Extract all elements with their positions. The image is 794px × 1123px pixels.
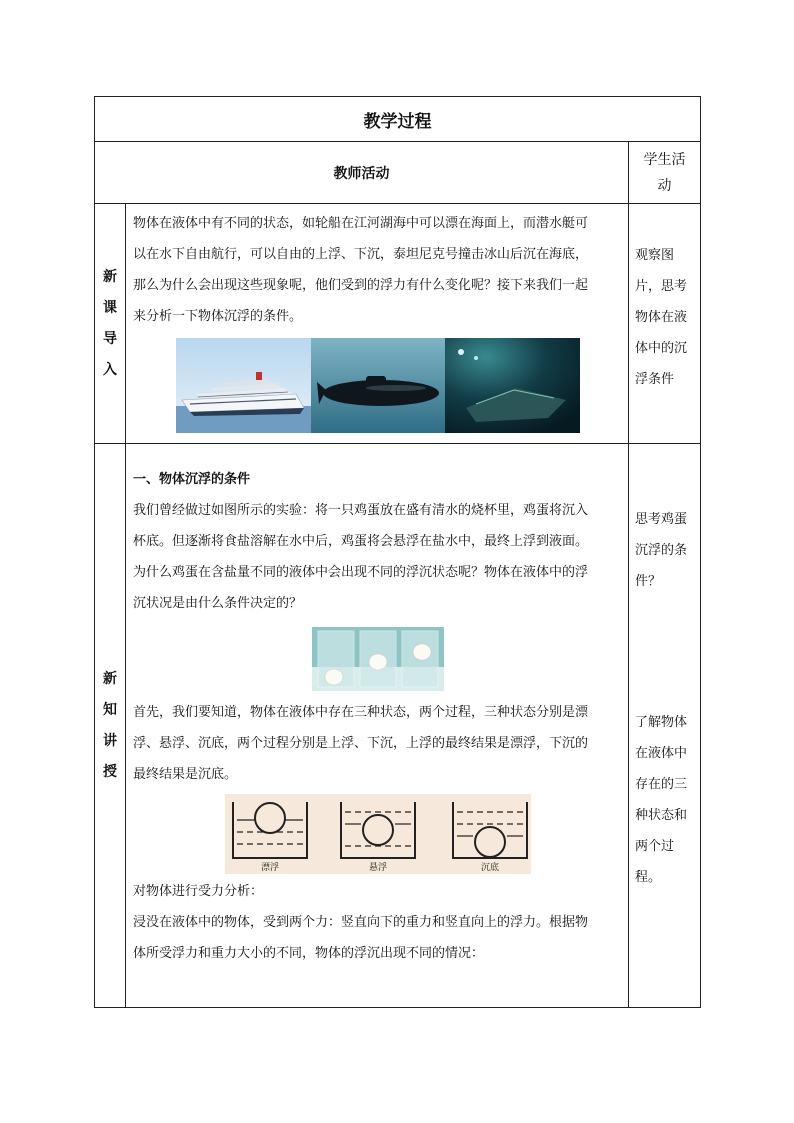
intro-student-activity (629, 204, 701, 444)
egg-beaker-photo (133, 627, 622, 691)
float-states-diagram (133, 794, 622, 874)
new-knowledge-label-char: 新 (103, 670, 117, 687)
intro-content (126, 204, 629, 444)
intro-student-line: 体中的沉 (635, 341, 688, 356)
label-sunk: 沉底 (480, 863, 499, 873)
paragraph-line: 浸没在液体中的物体，受到两个力：竖直向下的重力和竖直向上的浮力。根据物 (133, 915, 589, 930)
titanic-wreck-photo (445, 338, 580, 433)
paragraph-line: 沉状况是由什么条件决定的？ (133, 596, 303, 611)
intro-label-char: 入 (103, 361, 117, 378)
paragraph-line: 我们曾经做过如图所示的实验：将一只鸡蛋放在盛有清水的烧杯里，鸡蛋将沉入 (133, 503, 589, 518)
intro-text-line: 来分析一下物体沉浮的条件。 (133, 309, 303, 324)
teacher-activity-header: 教师活动 (95, 142, 629, 204)
paragraph-line: 浮、悬浮、沉底，两个过程分别是上浮、下沉，上浮的最终结果是漂浮，下沉的 (133, 736, 589, 751)
intro-student-line: 观察图 (635, 248, 675, 263)
intro-images (133, 338, 622, 433)
intro-text-line: 以在水下自由航行，可以自由的上浮、下沉，泰坦尼克号撞击冰山后沉在海底， (133, 247, 589, 262)
student-line: 程。 (635, 870, 662, 885)
paragraph-line: 对物体进行受力分析： (133, 884, 264, 899)
student-line: 两个过 (635, 839, 675, 854)
intro-text-line: 那么为什么会出现这些现象呢，他们受到的浮力有什么变化呢？接下来我们一起 (133, 278, 589, 293)
section-title: 一、物体沉浮的条件 (133, 472, 251, 487)
student-activity-header (629, 142, 701, 204)
student-line: 了解物体 (635, 715, 688, 730)
paragraph-line: 体所受浮力和重力大小的不同，物体的浮沉出现不同的情况： (133, 946, 485, 961)
student-line: 件？ (635, 574, 662, 589)
intro-label (95, 204, 126, 444)
float-suspend-sink-diagram (225, 794, 531, 874)
paragraph-line: 首先，我们要知道，物体在液体中存在三种状态，两个过程，三种状态分别是漂 (133, 705, 589, 720)
intro-student-line: 物体在液 (635, 310, 688, 325)
intro-text-line: 物体在液体中有不同的状态，如轮船在江河湖海中可以漂在海面上，而潜水艇可 (133, 216, 589, 231)
submarine-photo (311, 338, 445, 433)
student-line: 种状态和 (635, 808, 688, 823)
paragraph-line: 最终结果是沉底。 (133, 767, 238, 782)
intro-label-char: 新 (103, 268, 117, 285)
paragraph-line: 为什么鸡蛋在含盐量不同的液体中会出现不同的浮沉状态呢？物体在液体中的浮 (133, 565, 589, 580)
new-knowledge-content (126, 444, 629, 1008)
label-floating: 漂浮 (260, 863, 279, 873)
spacer (635, 597, 696, 707)
student-line: 沉浮的条 (635, 543, 688, 558)
student-line: 思考鸡蛋 (635, 512, 688, 527)
egg-beakers-image (312, 627, 444, 691)
new-knowledge-student-activity (629, 444, 701, 1008)
student-activity-header-line-1: 学生活 (643, 151, 686, 168)
cruise-ship-photo (176, 338, 311, 433)
intro-student-line: 浮条件 (635, 372, 675, 387)
new-knowledge-label-char: 讲 (103, 732, 117, 749)
new-knowledge-label-char: 授 (103, 763, 117, 780)
student-line: 在液体中 (635, 746, 688, 761)
teaching-process-table (94, 96, 701, 1008)
intro-label-char: 课 (103, 299, 117, 316)
intro-label-char: 导 (103, 330, 117, 347)
new-knowledge-label-char: 知 (103, 701, 117, 718)
student-activity-header-line-2: 动 (657, 177, 672, 194)
paragraph-line: 杯底。但逐渐将食盐溶解在水中后，鸡蛋将会悬浮在盐水中，最终上浮到液面。 (133, 534, 589, 549)
table-title: 教学过程 (95, 97, 701, 142)
intro-student-line: 片，思考 (635, 279, 688, 294)
student-line: 存在的三 (635, 777, 688, 792)
label-suspended: 悬浮 (368, 863, 387, 873)
new-knowledge-label (95, 444, 126, 1008)
ship-submarine-titanic-photos (176, 338, 580, 433)
